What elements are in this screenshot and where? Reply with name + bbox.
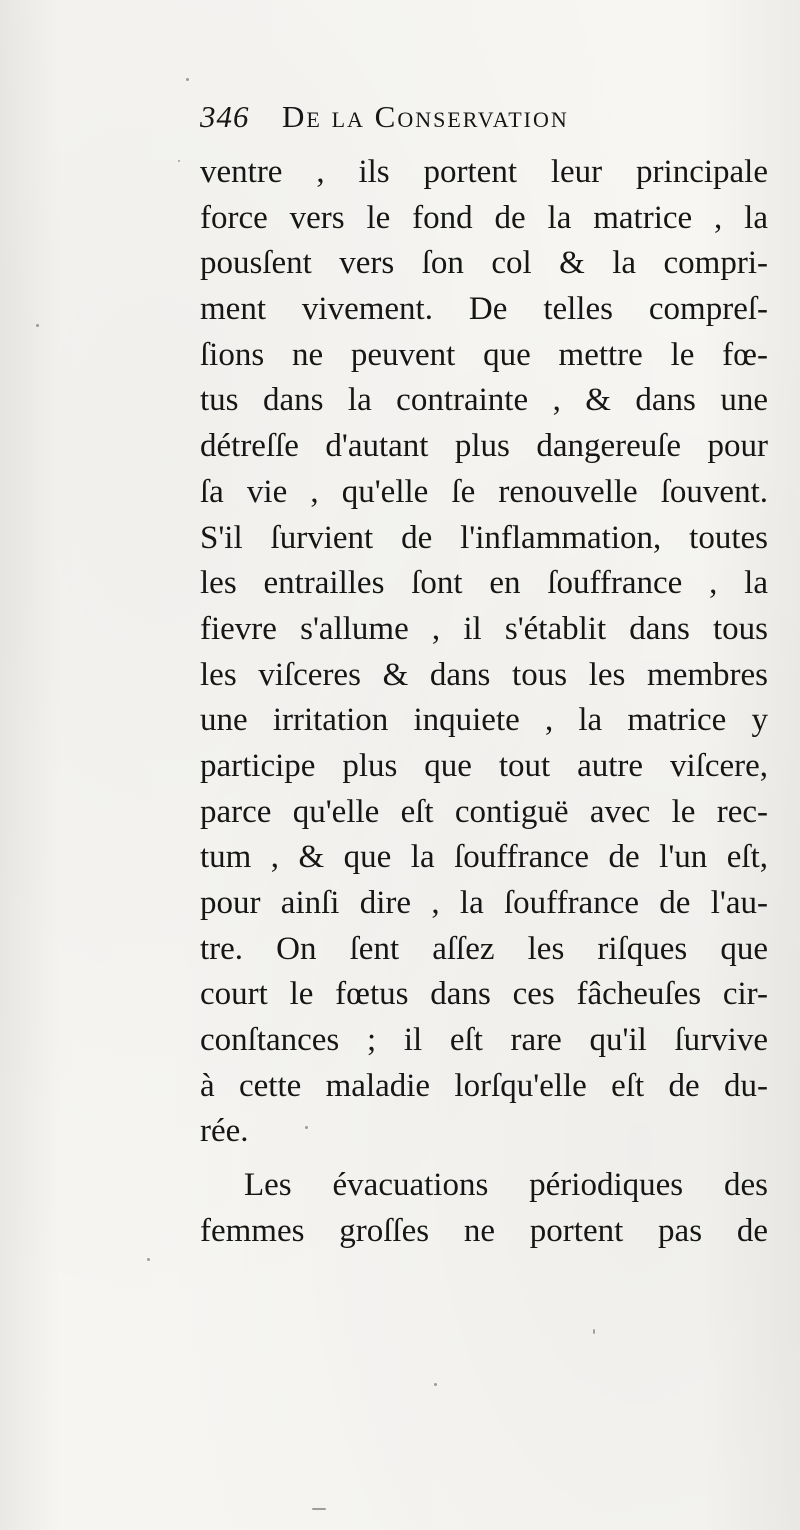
text-line: pour ainſi dire , la ſouffrance de l'au- (200, 885, 768, 921)
page-header (200, 94, 780, 140)
text-line: fievre s'allume , il s'établit dans tous (200, 610, 768, 647)
page-number: 346 (200, 99, 250, 134)
text-line: tus dans la contrainte , & dans une (200, 382, 768, 419)
paper-speck (305, 1126, 308, 1129)
paper-speck (147, 1258, 150, 1261)
paragraph-1 (200, 150, 768, 1155)
paragraph-2 (200, 1163, 768, 1254)
text-line: participe plus que tout autre viſcere, (200, 747, 768, 784)
text-line: les viſceres & dans tous les membres (200, 656, 768, 693)
paper-speck (178, 160, 180, 162)
paper-speck (36, 324, 39, 327)
running-head: De la Conservation (282, 99, 569, 134)
paper-speck (186, 78, 189, 81)
text-line: détreſſe d'autant plus dangereuſe pour (200, 428, 768, 465)
paragraph-gap (200, 1155, 768, 1163)
text-line: ſions ne peuvent que mettre le fœ- (200, 336, 768, 373)
text-line: à cette maladie lorſqu'elle eſt de du- (200, 1067, 768, 1104)
text-line: pousſent vers ſon col & la compri- (200, 245, 768, 282)
text-line: femmes groſſes ne portent pas de (200, 1212, 768, 1249)
text-line: les entrailles ſont en ſouffrance , la (200, 565, 768, 602)
text-line: tre. On ſent aſſez les riſques que (200, 930, 768, 967)
text-line: rée. (200, 1113, 249, 1150)
paper-speck (312, 1508, 326, 1510)
body-text (200, 150, 768, 1255)
text-line: ment vivement. De telles compreſ- (200, 291, 768, 328)
paper-speck (593, 1329, 595, 1334)
text-line: Les évacuations périodiques des (244, 1167, 768, 1204)
text-line: S'il ſurvient de l'inflammation, toutes (200, 519, 768, 556)
text-line: conſtances ; il eſt rare qu'il ſurvive (200, 1022, 768, 1059)
text-line: parce qu'elle eſt contiguë avec le rec- (200, 793, 768, 830)
text-line: ſa vie , qu'elle ſe renouvelle ſouvent. (200, 473, 768, 510)
paper-speck (434, 1383, 437, 1386)
text-line: une irritation inquiete , la matrice y (200, 702, 768, 739)
text-line: tum , & que la ſouffrance de l'un eſt, (200, 839, 768, 876)
text-line: court le fœtus dans ces fâcheuſes cir- (200, 976, 768, 1013)
text-line: force vers le fond de la matrice , la (200, 199, 768, 236)
text-line: ventre , ils portent leur principale (200, 154, 768, 190)
